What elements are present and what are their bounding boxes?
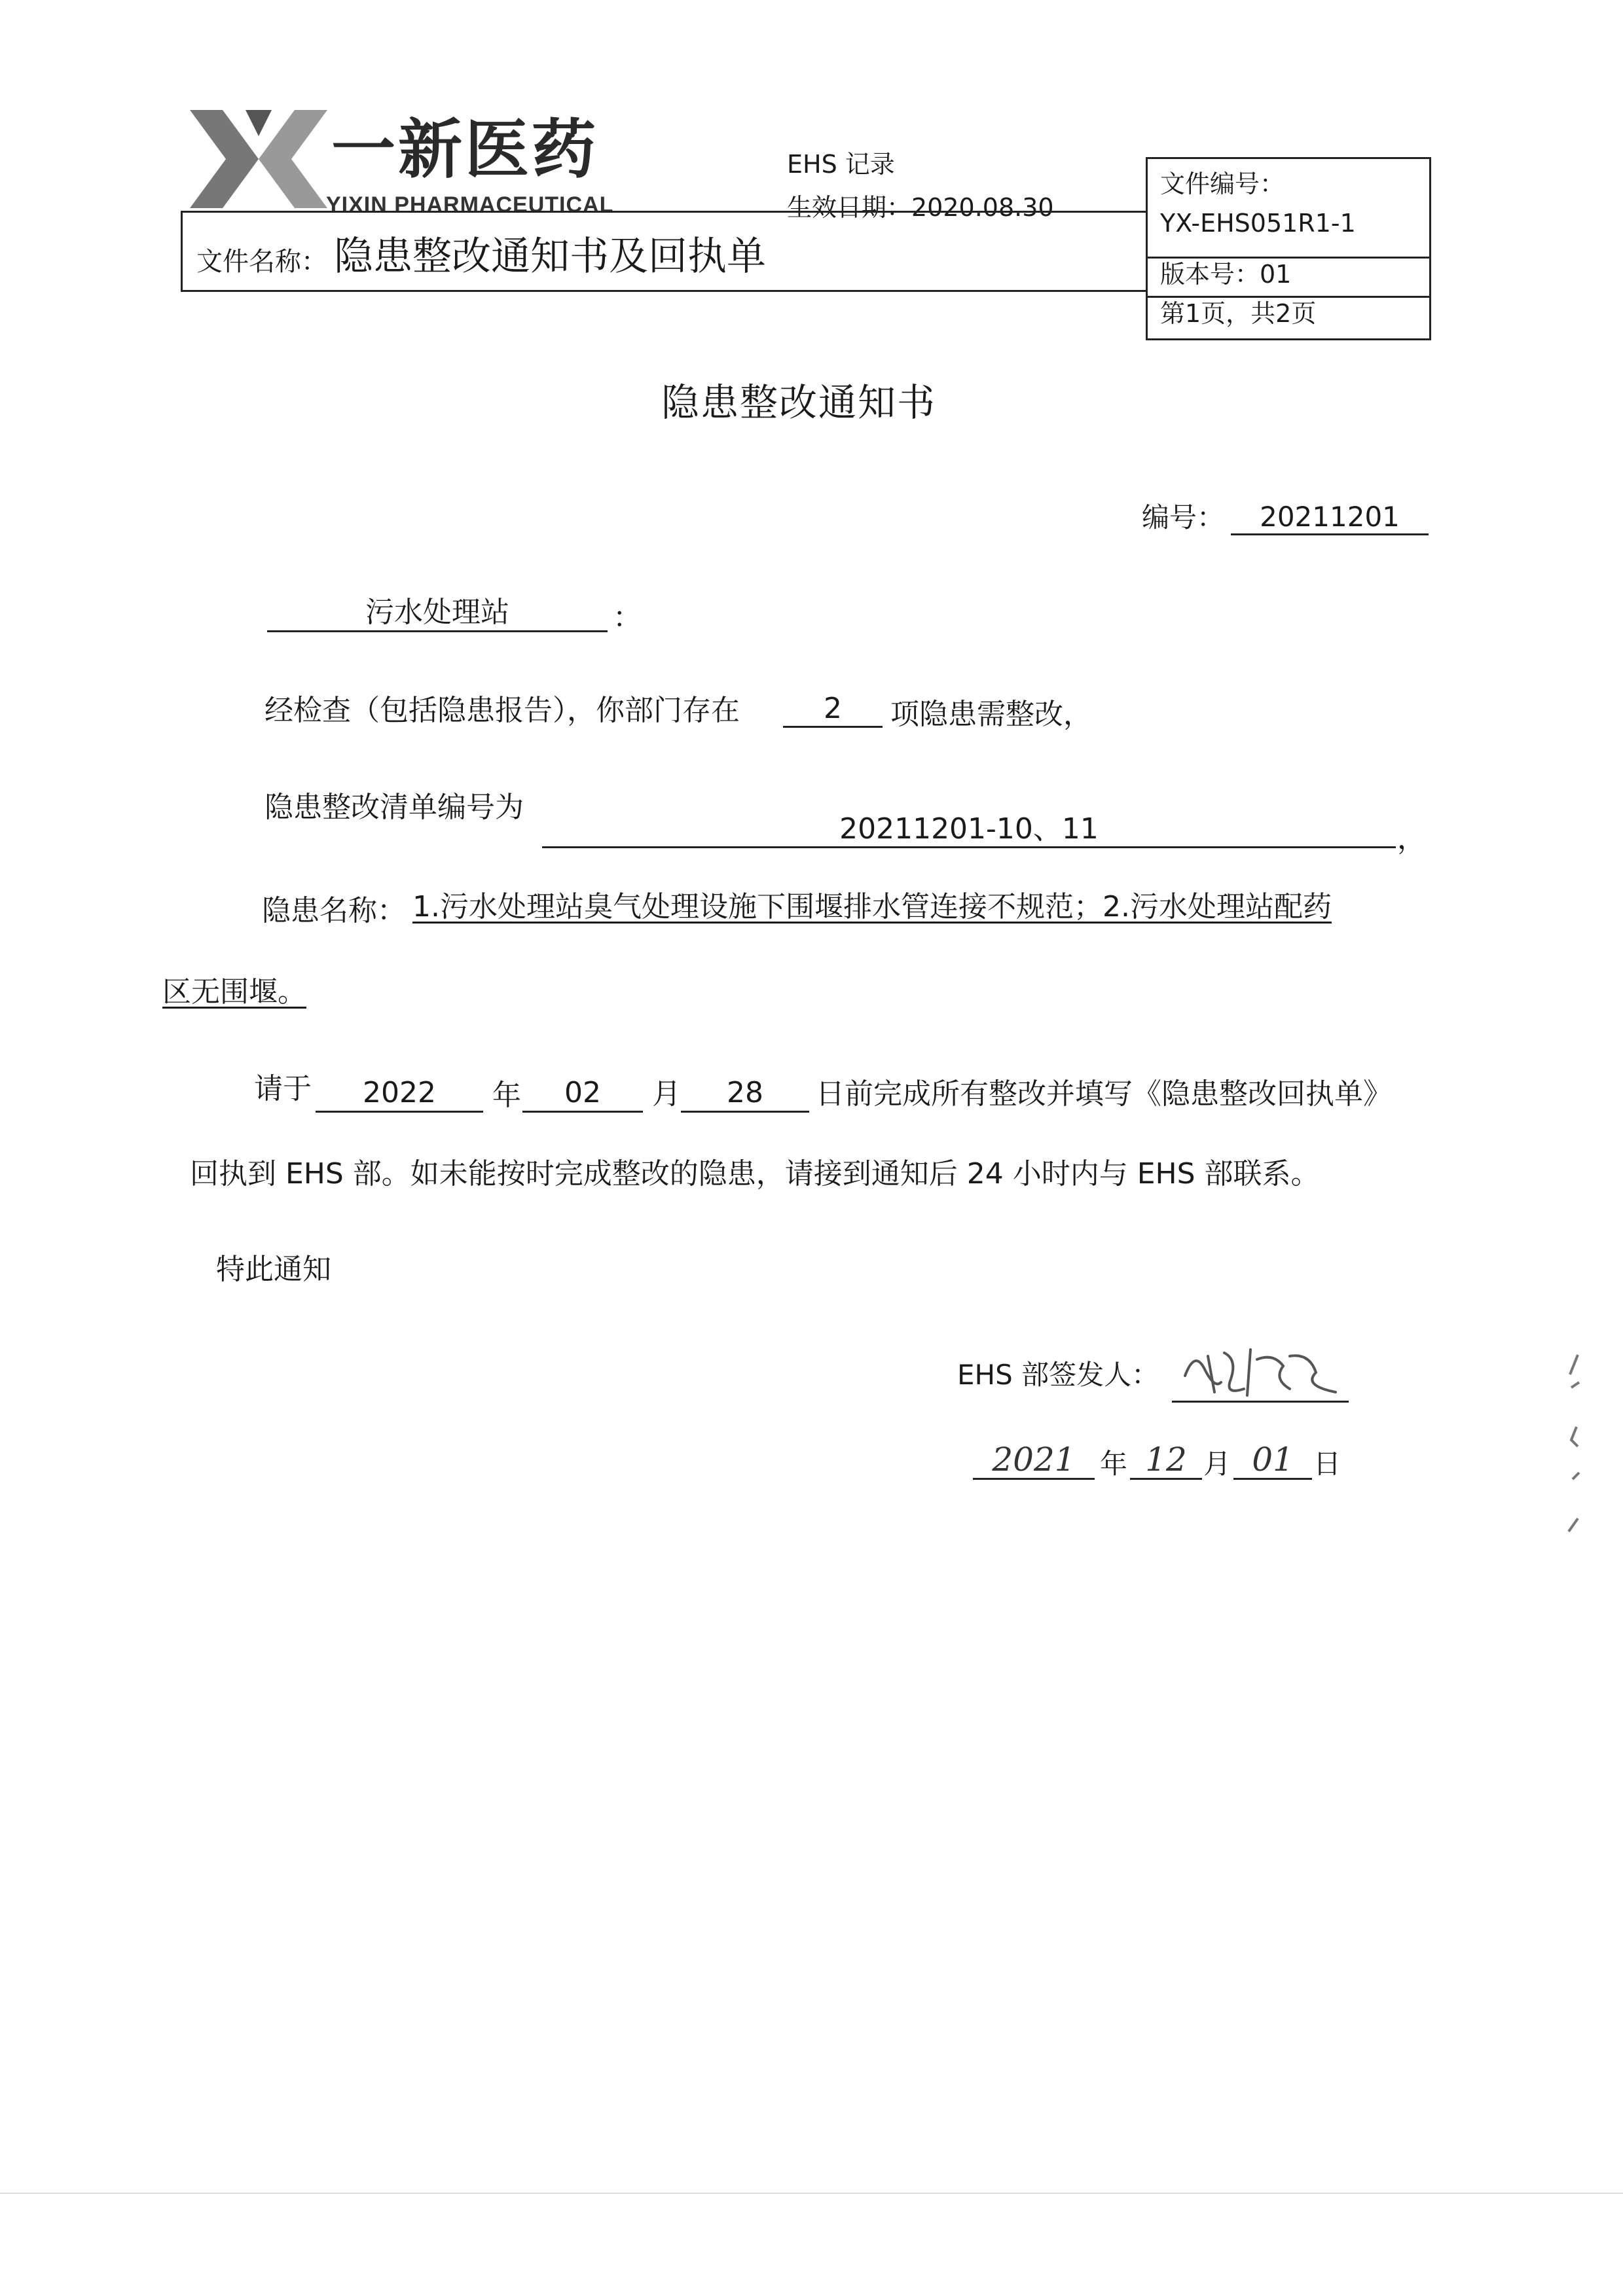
closing-phrase: 特此通知: [216, 1253, 331, 1286]
serial-label: 编号：: [1142, 501, 1225, 533]
filename-value: 隐患整改通知书及回执单: [334, 234, 766, 279]
serial-value: 20211201: [1231, 499, 1429, 535]
deadline-month: 02: [522, 1073, 643, 1113]
filename-label: 文件名称：: [196, 247, 327, 277]
scan-edge-marks: [1565, 1348, 1584, 1545]
info-box-divider: [1146, 257, 1431, 259]
version-number: 版本号：01: [1160, 260, 1292, 289]
handwritten-signature: [1178, 1336, 1349, 1402]
recipient-colon: ：: [613, 601, 642, 634]
sign-date-day: 01: [1233, 1441, 1312, 1480]
scan-bottom-edge: [0, 2193, 1623, 2194]
sign-date-month-unit: 月: [1203, 1448, 1231, 1480]
hazard-list-number: 20211201-10、11: [542, 810, 1396, 848]
sign-date-year-unit: 年: [1100, 1448, 1128, 1480]
paragraph-inspection-text: 经检查（包括隐患报告），你部门存在: [264, 694, 740, 727]
hazard-name-label: 隐患名称：: [262, 894, 406, 927]
deadline-suffix: 日前完成所有整改并填写《隐患整改回执单》: [816, 1077, 1392, 1111]
company-logo-mark: [190, 110, 327, 208]
hazard-list-comma: ，: [1397, 822, 1426, 855]
logo-english-name: YIXIN PHARMACEUTICAL: [326, 192, 614, 217]
page-count: 第1页，共2页: [1160, 299, 1317, 328]
file-number-value: YX-EHS051R1-1: [1160, 209, 1356, 238]
deadline-prefix: 请于: [254, 1072, 312, 1105]
hazard-name-text-continued: 区无围堰。: [162, 975, 306, 1009]
file-number-label: 文件编号：: [1160, 170, 1285, 198]
effective-date: 生效日期：2020.08.30: [787, 193, 1054, 222]
deadline-year-unit: 年: [492, 1079, 521, 1112]
return-instruction: 回执到 EHS 部。如未能按时完成整改的隐患，请接到通知后 24 小时内与 EHS 部联系。: [190, 1157, 1320, 1191]
hazard-list-label: 隐患整改清单编号为: [264, 791, 524, 824]
hazard-name-text: 1.污水处理站臭气处理设施下围堰排水管连接不规范；2.污水处理站配药: [412, 890, 1332, 924]
record-type: EHS 记录: [787, 150, 895, 179]
recipient-department: 污水处理站: [267, 593, 608, 632]
document-title: 隐患整改通知书: [661, 380, 937, 425]
deadline-day: 28: [681, 1073, 809, 1113]
sign-date-day-unit: 日: [1313, 1448, 1341, 1480]
sign-date-year: 2021: [973, 1441, 1095, 1480]
signer-label: EHS 部签发人：: [957, 1359, 1159, 1391]
sign-date-month: 12: [1130, 1441, 1202, 1480]
signature-line: [1172, 1401, 1349, 1403]
info-box-divider: [1146, 296, 1431, 298]
deadline-month-unit: 月: [652, 1077, 681, 1111]
logo-chinese-name: 一新医药: [331, 113, 599, 187]
deadline-year: 2022: [316, 1073, 483, 1113]
hazard-count: 2: [783, 690, 883, 728]
paragraph-inspection-suffix: 项隐患需整改，: [890, 698, 1092, 731]
